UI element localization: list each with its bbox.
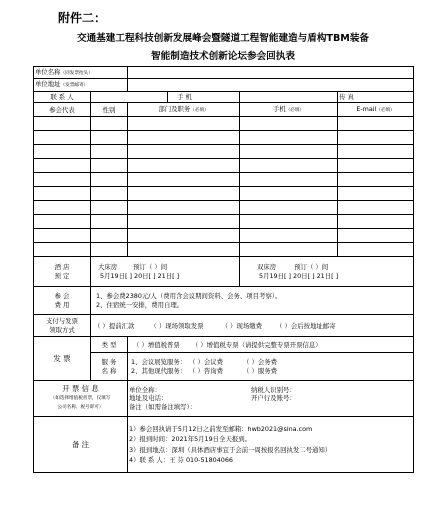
rep-gender-cell[interactable] bbox=[91, 229, 128, 243]
rep-entry-row bbox=[34, 117, 414, 131]
rep-entry-row bbox=[34, 131, 414, 145]
hotel-label: 酒 店 预 定 bbox=[34, 257, 91, 287]
rep-name-cell[interactable] bbox=[34, 229, 91, 243]
note-4: 4）联 系 人：王 芬 010-51804066 bbox=[129, 456, 233, 464]
unit-name-label: 单位名称（同发票抬头） bbox=[34, 67, 128, 79]
rep-email-cell[interactable] bbox=[338, 187, 414, 201]
rep-dept-cell[interactable] bbox=[128, 243, 240, 257]
invoice-info-row bbox=[34, 381, 414, 417]
rep-gender-cell[interactable] bbox=[91, 159, 128, 173]
invoice-addr-phone[interactable]: 地址及电话： bbox=[129, 394, 168, 403]
fee-label: 参 会 费 用 bbox=[34, 287, 91, 315]
contact-label: 联 系 人 bbox=[34, 92, 91, 103]
rep-dept-cell[interactable] bbox=[128, 159, 240, 173]
invoice-bank[interactable]: 开户行及账号： bbox=[251, 394, 296, 403]
rep-entry-row bbox=[34, 215, 414, 229]
rep-entry-row bbox=[34, 201, 414, 215]
rep-mobile-cell[interactable] bbox=[240, 229, 338, 243]
rep-entry-row bbox=[34, 243, 414, 257]
invoice-unit-name[interactable]: 单位全称： bbox=[129, 385, 161, 394]
hotel-big-bed: 大床房 预订（ ）间 5月19日[ ] 20日[ ] 21日[ ] bbox=[91, 257, 240, 287]
contact-mobile-label: 手 机 bbox=[168, 92, 240, 103]
payment-opt-mail[interactable]: （ ）会后按地址邮寄 bbox=[276, 321, 336, 330]
rep-mobile-cell[interactable] bbox=[240, 131, 338, 145]
contact-mobile-field[interactable] bbox=[240, 92, 338, 103]
notes-row bbox=[34, 417, 414, 473]
contact-row bbox=[34, 92, 414, 103]
invoice-service-label: 服 务 名 称 bbox=[91, 353, 128, 381]
svc-affairs-fee[interactable]: （ ）会务费 bbox=[243, 358, 277, 366]
rep-name-cell[interactable] bbox=[34, 187, 91, 201]
rep-entry-row bbox=[34, 187, 414, 201]
rep-email-cell[interactable] bbox=[338, 145, 414, 159]
invoice-info-fields bbox=[128, 381, 414, 417]
rep-mobile-cell[interactable] bbox=[240, 159, 338, 173]
rep-name-cell[interactable] bbox=[34, 131, 91, 145]
rep-dept-cell[interactable] bbox=[128, 131, 240, 145]
rep-name-cell[interactable] bbox=[34, 117, 91, 131]
rep-dept-cell[interactable] bbox=[128, 229, 240, 243]
rep-email-cell[interactable] bbox=[338, 159, 414, 173]
svc-consult-fee[interactable]: （ ）咨询费 bbox=[192, 366, 224, 375]
rep-dept-cell[interactable] bbox=[128, 187, 240, 201]
notes-label: 备 注 bbox=[34, 417, 128, 473]
unit-address-field[interactable] bbox=[128, 79, 414, 92]
fee-details: 1、参会费2380元/人（费用含会议期间资料、会务、项目考察）。 2、住宿统一安排，费用自理。 bbox=[91, 287, 414, 315]
rep-entry-row bbox=[34, 229, 414, 243]
rep-mobile-cell[interactable] bbox=[240, 215, 338, 229]
big-bed-dates[interactable]: 5月19日[ ] 20日[ ] 21日[ ] bbox=[100, 271, 180, 280]
rep-dept-cell[interactable] bbox=[128, 117, 240, 131]
rep-header-rep: 参会代表 bbox=[34, 103, 91, 117]
note-3: 3）报到地点：深圳（具体酒店事宜于会前一周按报名回执发二号通知） bbox=[129, 445, 332, 454]
contact-fax-label: 传 真 bbox=[338, 92, 414, 103]
rep-gender-cell[interactable] bbox=[91, 201, 128, 215]
payment-row bbox=[34, 315, 414, 337]
invoice-remark[interactable]: 备注（如需备注填写）： bbox=[129, 402, 197, 411]
rep-email-cell[interactable] bbox=[338, 201, 414, 215]
rep-mobile-cell[interactable] bbox=[240, 117, 338, 131]
invoice-type-row bbox=[34, 337, 414, 353]
payment-opt-onsite-invoice[interactable]: （ ）现场领取发票 bbox=[150, 321, 204, 330]
payment-label: 支付与发票 领取方式 bbox=[34, 315, 91, 337]
rep-gender-cell[interactable] bbox=[91, 131, 128, 145]
rep-entry-row bbox=[34, 159, 414, 173]
rep-name-cell[interactable] bbox=[34, 173, 91, 187]
invoice-tax-id[interactable]: 纳税人识别号： bbox=[251, 385, 296, 394]
rep-dept-cell[interactable] bbox=[128, 215, 240, 229]
rep-header-email: E-mail（必填） bbox=[338, 103, 414, 117]
rep-header-gender: 性别 bbox=[91, 103, 128, 117]
rep-gender-cell[interactable] bbox=[91, 187, 128, 201]
payment-opt-onsite-pay[interactable]: （ ）现场缴费 bbox=[221, 321, 262, 330]
unit-name-field[interactable] bbox=[128, 67, 414, 79]
rep-name-cell[interactable] bbox=[34, 145, 91, 159]
payment-options bbox=[91, 315, 414, 337]
invoice-type-normal[interactable]: （ ）增值税普票 bbox=[133, 340, 180, 349]
svc-meeting-fee[interactable]: （ ）会议费 bbox=[192, 358, 224, 366]
rep-name-cell[interactable] bbox=[34, 159, 91, 173]
rep-email-cell[interactable] bbox=[338, 173, 414, 187]
payment-opt-prepay[interactable]: （ ）提前汇款 bbox=[94, 321, 135, 330]
rep-mobile-cell[interactable] bbox=[240, 145, 338, 159]
rep-mobile-cell[interactable] bbox=[240, 201, 338, 215]
rep-name-cell[interactable] bbox=[34, 201, 91, 215]
rep-mobile-cell[interactable] bbox=[240, 173, 338, 187]
rep-header-mobile: 手机（必填） bbox=[240, 103, 338, 117]
rep-email-cell[interactable] bbox=[338, 131, 414, 145]
rep-email-cell[interactable] bbox=[338, 117, 414, 131]
rep-header-row bbox=[34, 103, 414, 117]
rep-gender-cell[interactable] bbox=[91, 145, 128, 159]
rep-entry-row bbox=[34, 173, 414, 187]
rep-name-cell[interactable] bbox=[34, 215, 91, 229]
unit-address-row bbox=[34, 79, 414, 92]
rep-gender-cell[interactable] bbox=[91, 173, 128, 187]
notes-content bbox=[128, 417, 414, 473]
invoice-type-options bbox=[128, 337, 414, 353]
invoice-service-options: 1、会议展览服务： （ ）会议费 （ ）会务费 2、其他现代服务： （ ）咨询费 （ ）服务费 bbox=[128, 353, 414, 381]
attachment-label: 附件二： bbox=[58, 11, 107, 25]
rep-gender-cell[interactable] bbox=[91, 215, 128, 229]
invoice-label: 发 票 bbox=[34, 337, 91, 381]
rep-gender-cell[interactable] bbox=[91, 243, 128, 257]
invoice-info-label: 开 票 信 息 （如选择增值税普票，仅填写 公司名称、税号即可） bbox=[34, 381, 128, 417]
note-2: 2）报到时间：2021年5月19日全天报到。 bbox=[129, 435, 252, 443]
rep-entry-row bbox=[34, 145, 414, 159]
invoice-type-label: 类 型 bbox=[91, 337, 128, 353]
rep-email-cell[interactable] bbox=[338, 229, 414, 243]
svc-service-fee[interactable]: （ ）服务费 bbox=[243, 366, 277, 375]
note-1: 1）参会回执请于5月12日之前发至邮箱：hwb2021@sina.com bbox=[129, 424, 313, 433]
rep-mobile-cell[interactable] bbox=[240, 243, 338, 257]
rep-dept-cell[interactable] bbox=[128, 173, 240, 187]
hotel-twin-bed: 双床房 预订（ ）间 5月19日[ ] 20日[ ] 21日[ ] bbox=[240, 257, 414, 287]
form-title-line1: 交通基建工程科技创新发展峰会暨隧道工程智能建造与盾构TBM装备 bbox=[76, 33, 370, 44]
invoice-type-special[interactable]: （ ）增值税专票（请提供完整专票开票信息） bbox=[191, 340, 322, 349]
unit-name-row bbox=[34, 67, 414, 79]
rep-email-cell[interactable] bbox=[338, 215, 414, 229]
rep-dept-cell[interactable] bbox=[128, 201, 240, 215]
hotel-row bbox=[34, 257, 414, 287]
registration-form-table bbox=[33, 66, 414, 473]
contact-name-field[interactable] bbox=[91, 92, 168, 103]
form-title-line2: 智能制造技术创新论坛参会回执表 bbox=[151, 51, 295, 62]
rep-gender-cell[interactable] bbox=[91, 117, 128, 131]
fee-row bbox=[34, 287, 414, 315]
invoice-service-row bbox=[34, 353, 414, 381]
rep-dept-cell[interactable] bbox=[128, 145, 240, 159]
rep-email-cell[interactable] bbox=[338, 243, 414, 257]
twin-bed-dates[interactable]: 5月19日[ ] 20日[ ] 21日[ ] bbox=[259, 271, 339, 280]
unit-address-label: 单位地址（发票邮寄） bbox=[34, 79, 128, 92]
rep-header-dept: 部门及职务（必填） bbox=[128, 103, 240, 117]
rep-mobile-cell[interactable] bbox=[240, 187, 338, 201]
rep-name-cell[interactable] bbox=[34, 243, 91, 257]
